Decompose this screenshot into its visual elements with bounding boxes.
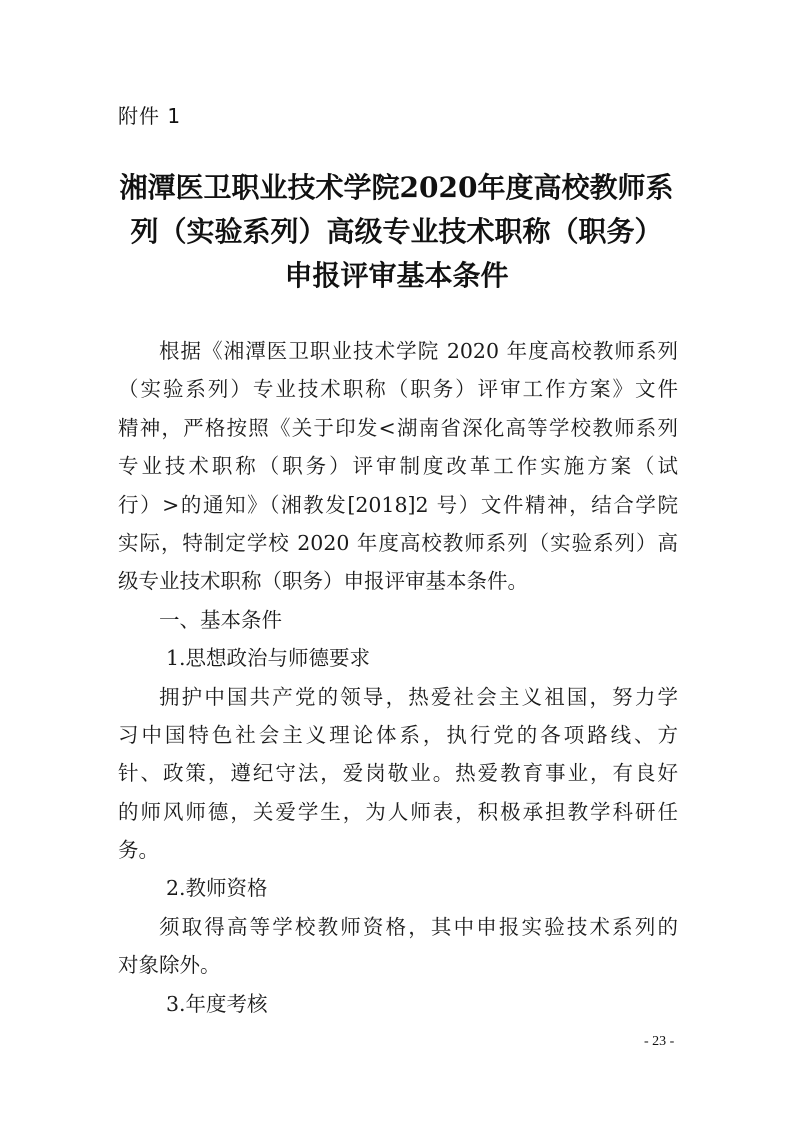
item1-line: 习中国特色社会主义理论体系，执行党的各项路线、方: [118, 722, 678, 747]
item1-line: 拥护中国共产党的领导，热爱社会主义祖国，努力学: [159, 684, 678, 709]
item1-line: 针、政策，遵纪守法，爱岗敬业。热爱教育事业，有良好: [118, 761, 678, 786]
item-heading-teacher-qualification: 2.教师资格: [166, 876, 268, 901]
title-line-3: 申报评审基本条件: [284, 259, 509, 292]
item2-line: 对象除外。: [118, 953, 221, 978]
document-title: [110, 166, 683, 298]
section-heading-basic-conditions: 一、基本条件: [159, 607, 282, 632]
intro-line: 专业技术职称（职务）评审制度改革工作实施方案（试: [118, 454, 678, 479]
title-line-2: 列（实验系列）高级专业技术职称（职务）: [130, 215, 663, 248]
intro-line: 根据《湘潭医卫职业技术学院 2020 年度高校教师系列: [159, 339, 678, 363]
page-number: - 23 -: [644, 1034, 675, 1049]
item1-line: 的师风师德，关爱学生，为人师表，积极承担教学科研任: [118, 799, 678, 824]
intro-line: 实际，特制定学校 2020 年度高校教师系列（实验系列）高: [118, 530, 678, 555]
attachment-label: 附件 1: [118, 104, 182, 128]
intro-line: （实验系列）专业技术职称（职务）评审工作方案》文件: [118, 377, 678, 402]
intro-line: 精神，严格按照《关于印发<湖南省深化高等学校教师系列: [118, 415, 678, 440]
intro-line: 行）>的通知》（湘教发[2018]2 号）文件精神，结合学院: [118, 492, 678, 517]
item2-line: 须取得高等学校教师资格，其中申报实验技术系列的: [159, 914, 678, 939]
intro-line: 级专业技术职称（职务）申报评审基本条件。: [118, 569, 528, 594]
item-heading-political-ethics: 1.思想政治与师德要求: [166, 646, 371, 671]
title-line-1: 湘潭医卫职业技术学院2020年度高校教师系: [119, 171, 674, 204]
item1-line: 务。: [118, 838, 159, 863]
document-body: [118, 332, 678, 1023]
item-heading-annual-assessment: 3.年度考核: [166, 991, 268, 1016]
